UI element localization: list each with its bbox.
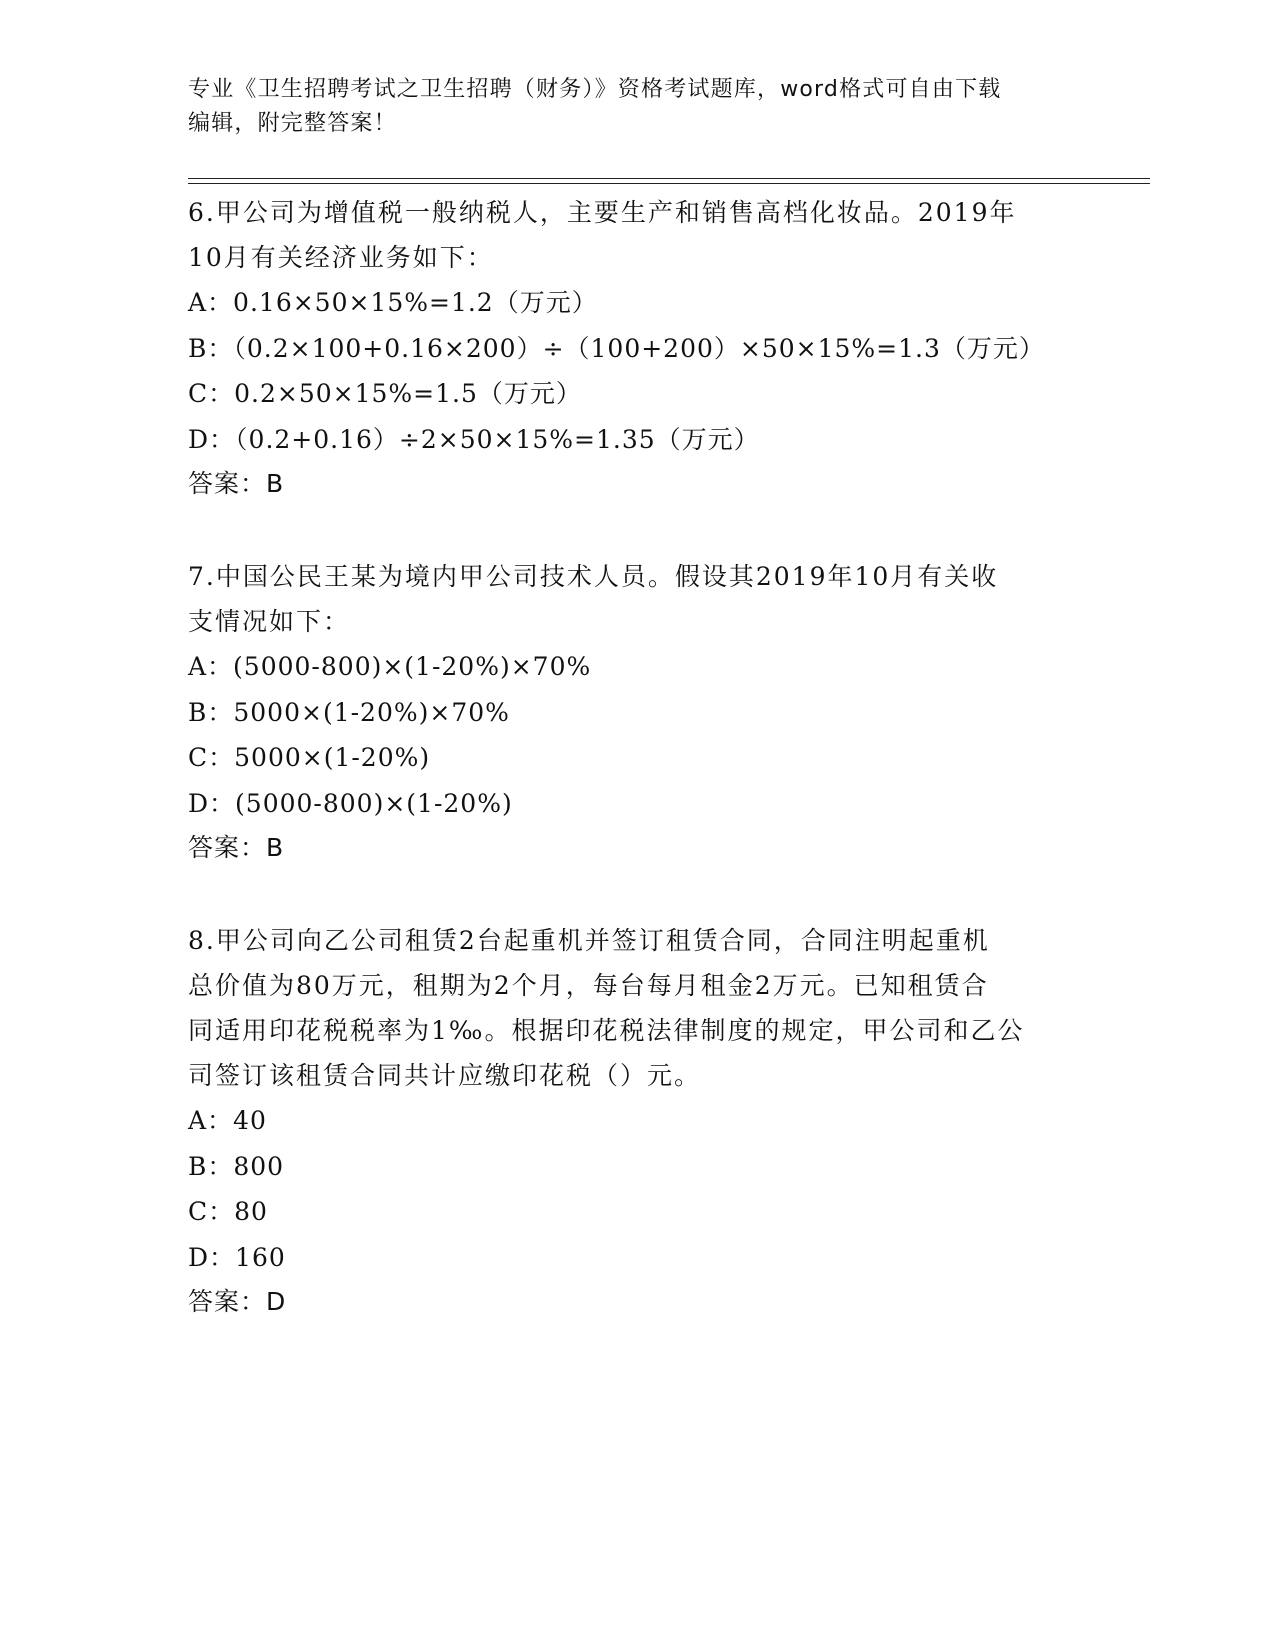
option-a: A：0.16×50×15%=1.2（万元） xyxy=(188,288,598,317)
question-text-line: 7.中国公民王某为境内甲公司技术人员。假设其2019年10月有关收 xyxy=(188,562,999,591)
question-text-line: 同适用印花税税率为1‰。根据印花税法律制度的规定，甲公司和乙公 xyxy=(188,1016,1025,1045)
question-text-line: 6.甲公司为增值税一般纳税人，主要生产和销售高档化妆品。2019年 xyxy=(188,198,1017,227)
option-c: C：5000×(1-20%) xyxy=(188,743,431,772)
question-text-line: 司签订该租赁合同共计应缴印花税（）元。 xyxy=(188,1061,702,1090)
question-6 xyxy=(188,190,1088,506)
question-text-line: 总价值为80万元，租期为2个月，每台每月租金2万元。已知租赁合 xyxy=(188,971,989,1000)
header-line-1: 专业《卫生招聘考试之卫生招聘（财务）》资格考试题库，word格式可自由下载 xyxy=(188,77,1002,102)
question-text-line: 支情况如下： xyxy=(188,607,351,636)
document-header xyxy=(188,73,1088,141)
option-b: B：5000×(1-20%)×70% xyxy=(188,697,510,727)
header-divider-top xyxy=(188,178,1150,179)
option-a: A：(5000-800)×(1-20%)×70% xyxy=(188,652,592,681)
answer-label: 答案：B xyxy=(188,833,285,862)
option-d: D：（0.2+0.16）÷2×50×15%=1.35（万元） xyxy=(188,424,760,454)
question-text-line: 8.甲公司向乙公司租赁2台起重机并签订租赁合同，合同注明起重机 xyxy=(188,926,990,955)
answer-label: 答案：D xyxy=(188,1287,287,1316)
question-text-line: 10月有关经济业务如下： xyxy=(188,243,494,272)
option-b: B：（0.2×100+0.16×200）÷（100+200）×50×15%=1.3（万元） xyxy=(188,333,1045,363)
header-divider-bottom xyxy=(188,183,1150,184)
question-8 xyxy=(188,918,1088,1324)
option-a: A：40 xyxy=(188,1106,267,1135)
answer-label: 答案：B xyxy=(188,469,285,498)
question-7 xyxy=(188,554,1088,870)
header-line-2: 编辑，附完整答案！ xyxy=(188,111,397,136)
option-c: C：80 xyxy=(188,1197,268,1226)
question-list xyxy=(188,190,1088,1372)
option-d: D：(5000-800)×(1-20%) xyxy=(188,788,513,818)
option-c: C：0.2×50×15%=1.5（万元） xyxy=(188,379,582,408)
option-b: B：800 xyxy=(188,1151,285,1181)
option-d: D：160 xyxy=(188,1242,286,1272)
